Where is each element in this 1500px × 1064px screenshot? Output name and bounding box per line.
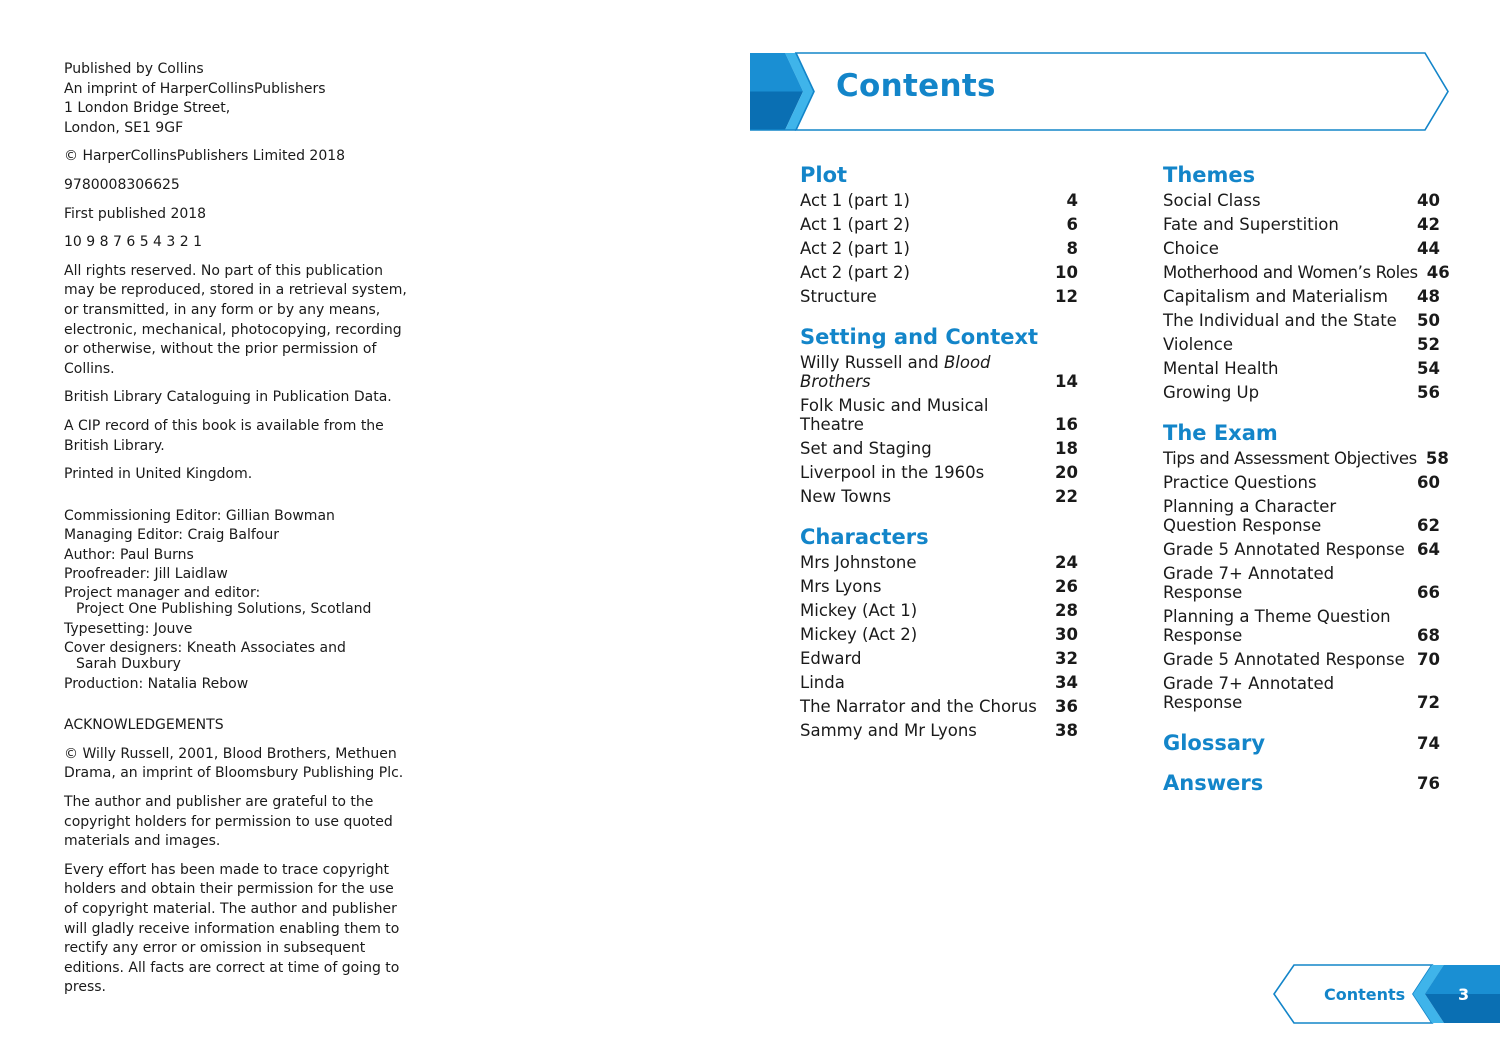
toc-entry[interactable]: [800, 212, 1078, 236]
entry-label: Grade 5 Annotated Response: [1163, 649, 1405, 669]
footer-page-tab: [1272, 964, 1500, 1024]
credit-cover: [64, 640, 409, 672]
entry-label: Set and Staging: [800, 438, 932, 458]
isbn: 9780008306625: [64, 176, 180, 193]
entry-page: 30: [1055, 624, 1078, 644]
entry-page: 44: [1417, 238, 1440, 258]
entry-page: 50: [1417, 310, 1440, 330]
entry-label: The Individual and the State: [1163, 310, 1397, 330]
toc-entry[interactable]: [1163, 537, 1440, 561]
entry-label: Act 1 (part 2): [800, 214, 910, 234]
entry-label: Mickey (Act 2): [800, 624, 918, 644]
entry-label: Choice: [1163, 238, 1219, 258]
entry-page: 68: [1417, 625, 1440, 645]
toc-left-column: [800, 162, 1078, 758]
print-line: 10 9 8 7 6 5 4 3 2 1: [64, 234, 203, 251]
entry-label: Linda: [800, 672, 845, 692]
entry-page: 6: [1066, 214, 1078, 234]
toc-entry[interactable]: [800, 694, 1078, 718]
entry-page: 72: [1417, 692, 1440, 712]
toc-entry[interactable]: [800, 188, 1078, 212]
entry-page: 48: [1417, 286, 1440, 306]
toc-entry[interactable]: [1163, 494, 1440, 537]
ack-grateful: The author and publisher are grateful to the copyright holders for permission to use quoted materials and images.: [64, 794, 393, 850]
entry-label: The Narrator and the Chorus: [800, 696, 1037, 716]
toc-entry[interactable]: [800, 598, 1078, 622]
toc-entry[interactable]: [800, 622, 1078, 646]
entry-page: 28: [1055, 600, 1078, 620]
imprint-page: [64, 60, 409, 1007]
toc-section-plot: [800, 162, 1078, 308]
credit-commissioning: Commissioning Editor: Gillian Bowman: [64, 507, 335, 524]
entry-page: 60: [1417, 472, 1440, 492]
toc-entry[interactable]: [800, 350, 1078, 393]
entry-page: 54: [1417, 358, 1440, 378]
entry-label: Fate and Superstition: [1163, 214, 1339, 234]
contents-title: Contents: [836, 68, 996, 104]
ack-copyright: © Willy Russell, 2001, Blood Brothers, Methuen Drama, an imprint of Bloomsbury Publishing Plc.: [64, 745, 404, 782]
entry-page: 14: [1055, 371, 1078, 391]
entry-page: 76: [1417, 773, 1440, 793]
entry-page: 36: [1055, 696, 1078, 716]
toc-section-themes: [1163, 162, 1450, 404]
entry-page: 34: [1055, 672, 1078, 692]
first-published: First published 2018: [64, 205, 207, 222]
section-heading[interactable]: Characters: [800, 525, 929, 549]
acknowledgements-heading: ACKNOWLEDGEMENTS: [64, 717, 224, 734]
entry-label: Growing Up: [1163, 382, 1260, 402]
section-heading: Glossary: [1163, 731, 1266, 755]
footer-section-label: Contents: [1324, 985, 1406, 1004]
entry-page: 16: [1055, 414, 1078, 434]
credit-typesetting: Typesetting: Jouve: [64, 621, 193, 638]
toc-entry[interactable]: [1163, 604, 1440, 647]
cataloguing-statement: British Library Cataloguing in Publication Data.: [64, 389, 392, 406]
entry-label: Mrs Johnstone: [800, 552, 917, 572]
entry-label: Structure: [800, 286, 877, 306]
entry-page: 18: [1055, 438, 1078, 458]
toc-entry[interactable]: [800, 646, 1078, 670]
entry-page: 32: [1055, 648, 1078, 668]
entry-label: Sammy and Mr Lyons: [800, 720, 977, 740]
entry-page: 26: [1055, 576, 1078, 596]
publisher-address: [64, 60, 409, 138]
entry-label: Folk Music and Musical Theatre: [800, 395, 989, 434]
copyright-line: © HarperCollinsPublishers Limited 2018: [64, 148, 346, 165]
entry-label: Grade 5 Annotated Response: [1163, 539, 1405, 559]
toc-entry[interactable]: [800, 460, 1078, 484]
toc-section-setting: [800, 324, 1078, 508]
entry-page: 70: [1417, 649, 1440, 669]
entry-page: 62: [1417, 515, 1440, 535]
credit-author: Author: Paul Burns: [64, 546, 194, 563]
entry-label: Grade 7+ Annotated Response: [1163, 673, 1335, 712]
footer-page-number: 3: [1458, 985, 1470, 1004]
toc-entry[interactable]: [800, 550, 1078, 574]
entry-label: Mrs Lyons: [800, 576, 882, 596]
entry-label-title: Blood Brothers: [800, 352, 991, 391]
toc-entry[interactable]: [800, 284, 1078, 308]
entry-page: 4: [1066, 190, 1078, 210]
toc-entry[interactable]: [1163, 260, 1450, 284]
toc-section-characters: [800, 524, 1078, 742]
printed-statement: Printed in United Kingdom.: [64, 466, 253, 483]
entry-label: Mickey (Act 1): [800, 600, 918, 620]
entry-page: 20: [1055, 462, 1078, 482]
entry-page: 58: [1425, 448, 1449, 468]
entry-label: Social Class: [1163, 190, 1261, 210]
toc-entry[interactable]: [1163, 236, 1440, 260]
toc-entry[interactable]: [1163, 561, 1440, 604]
toc-entry[interactable]: [800, 393, 1078, 436]
toc-section-answers[interactable]: [1163, 770, 1440, 796]
toc-entry[interactable]: [1163, 188, 1440, 212]
entry-label: Violence: [1163, 334, 1234, 354]
credit-project: [64, 585, 409, 617]
section-heading[interactable]: Themes: [1163, 163, 1256, 187]
toc-entry[interactable]: [800, 670, 1078, 694]
toc-entry[interactable]: [1163, 284, 1440, 308]
toc-entry[interactable]: [1163, 308, 1440, 332]
entry-label: Grade 7+ Annotated Response: [1163, 563, 1335, 602]
entry-page: 64: [1417, 539, 1440, 559]
address-line: London, SE1 9GF: [64, 119, 184, 136]
toc-entry[interactable]: [1163, 212, 1440, 236]
credit-project-value: Project One Publishing Solutions, Scotland: [76, 601, 372, 618]
entry-label: Tips and Assessment Objectives: [1163, 448, 1417, 468]
entry-label: Act 2 (part 2): [800, 262, 910, 282]
cip-statement: A CIP record of this book is available from the British Library.: [64, 417, 384, 454]
toc-entry[interactable]: [1163, 671, 1440, 714]
toc-section-exam: [1163, 420, 1449, 714]
credit-managing: Managing Editor: Craig Balfour: [64, 527, 279, 544]
entry-page: 24: [1055, 552, 1078, 572]
entry-page: 74: [1417, 733, 1440, 753]
toc-right-column: [1163, 162, 1450, 810]
toc-entry[interactable]: [800, 718, 1078, 742]
entry-page: 8: [1066, 238, 1078, 258]
toc-section-glossary[interactable]: [1163, 730, 1440, 756]
toc-entry[interactable]: [800, 236, 1078, 260]
entry-label: Liverpool in the 1960s: [800, 462, 985, 482]
toc-entry[interactable]: [800, 436, 1078, 460]
toc-entry[interactable]: [1163, 380, 1440, 404]
rights-statement: All rights reserved. No part of this publication may be reproduced, stored in a retrieval system, or transmitted, in any form or by any means, electronic, mechanical, photocopying, recording or otherwise, without the prior permission of Collins.: [64, 262, 407, 377]
entry-page: 42: [1417, 214, 1440, 234]
toc-entry[interactable]: [1163, 446, 1449, 470]
ack-effort: Every effort has been made to trace copyright holders and obtain their permission for the use of copyright material. The author and publisher will gladly receive information enabling them to rectify any error or omission in subsequent editions. All facts are correct at time of going to press.: [64, 861, 400, 996]
entry-label: Motherhood and Women’s Roles: [1163, 262, 1418, 282]
entry-label: Act 1 (part 1): [800, 190, 910, 210]
entry-page: 52: [1417, 334, 1440, 354]
entry-label: Planning a Theme Question Response: [1163, 606, 1391, 645]
address-line: 1 London Bridge Street,: [64, 100, 231, 117]
toc-entry[interactable]: [800, 484, 1078, 508]
credit-production: Production: Natalia Rebow: [64, 675, 249, 692]
toc-entry[interactable]: [1163, 356, 1440, 380]
entry-page: 56: [1417, 382, 1440, 402]
toc-entry[interactable]: [1163, 470, 1440, 494]
entry-label: Mental Health: [1163, 358, 1279, 378]
credit-proofreader: Proofreader: Jill Laidlaw: [64, 566, 228, 583]
entry-label-part: Willy Russell and: [800, 352, 944, 372]
entry-label: [800, 353, 1052, 391]
entry-label: Capitalism and Materialism: [1163, 286, 1388, 306]
credit-cover-label: Cover designers: Kneath Associates and: [64, 639, 346, 656]
entry-label: New Towns: [800, 486, 892, 506]
entry-label: Practice Questions: [1163, 472, 1317, 492]
entry-page: 40: [1417, 190, 1440, 210]
section-heading[interactable]: Plot: [800, 163, 848, 187]
credit-project-label: Project manager and editor:: [64, 585, 261, 602]
entry-page: 10: [1055, 262, 1078, 282]
section-heading[interactable]: The Exam: [1163, 421, 1278, 445]
credits-list: [64, 507, 409, 695]
address-line: An imprint of HarperCollinsPublishers: [64, 80, 326, 97]
toc-entry[interactable]: [800, 260, 1078, 284]
section-heading: Answers: [1163, 771, 1264, 795]
toc-entry[interactable]: [1163, 332, 1440, 356]
address-line: Published by Collins: [64, 61, 204, 77]
toc-entry[interactable]: [1163, 647, 1440, 671]
entry-page: 66: [1417, 582, 1440, 602]
entry-page: 46: [1426, 262, 1450, 282]
entry-page: 38: [1055, 720, 1078, 740]
credit-cover-value: Sarah Duxbury: [76, 655, 181, 672]
toc-entry[interactable]: [800, 574, 1078, 598]
section-heading[interactable]: Setting and Context: [800, 325, 1039, 349]
entry-label: Planning a Character Question Response: [1163, 496, 1337, 535]
entry-label: Edward: [800, 648, 862, 668]
contents-banner: [750, 52, 1450, 131]
entry-label: Act 2 (part 1): [800, 238, 910, 258]
entry-page: 12: [1055, 286, 1078, 306]
entry-page: 22: [1055, 486, 1078, 506]
